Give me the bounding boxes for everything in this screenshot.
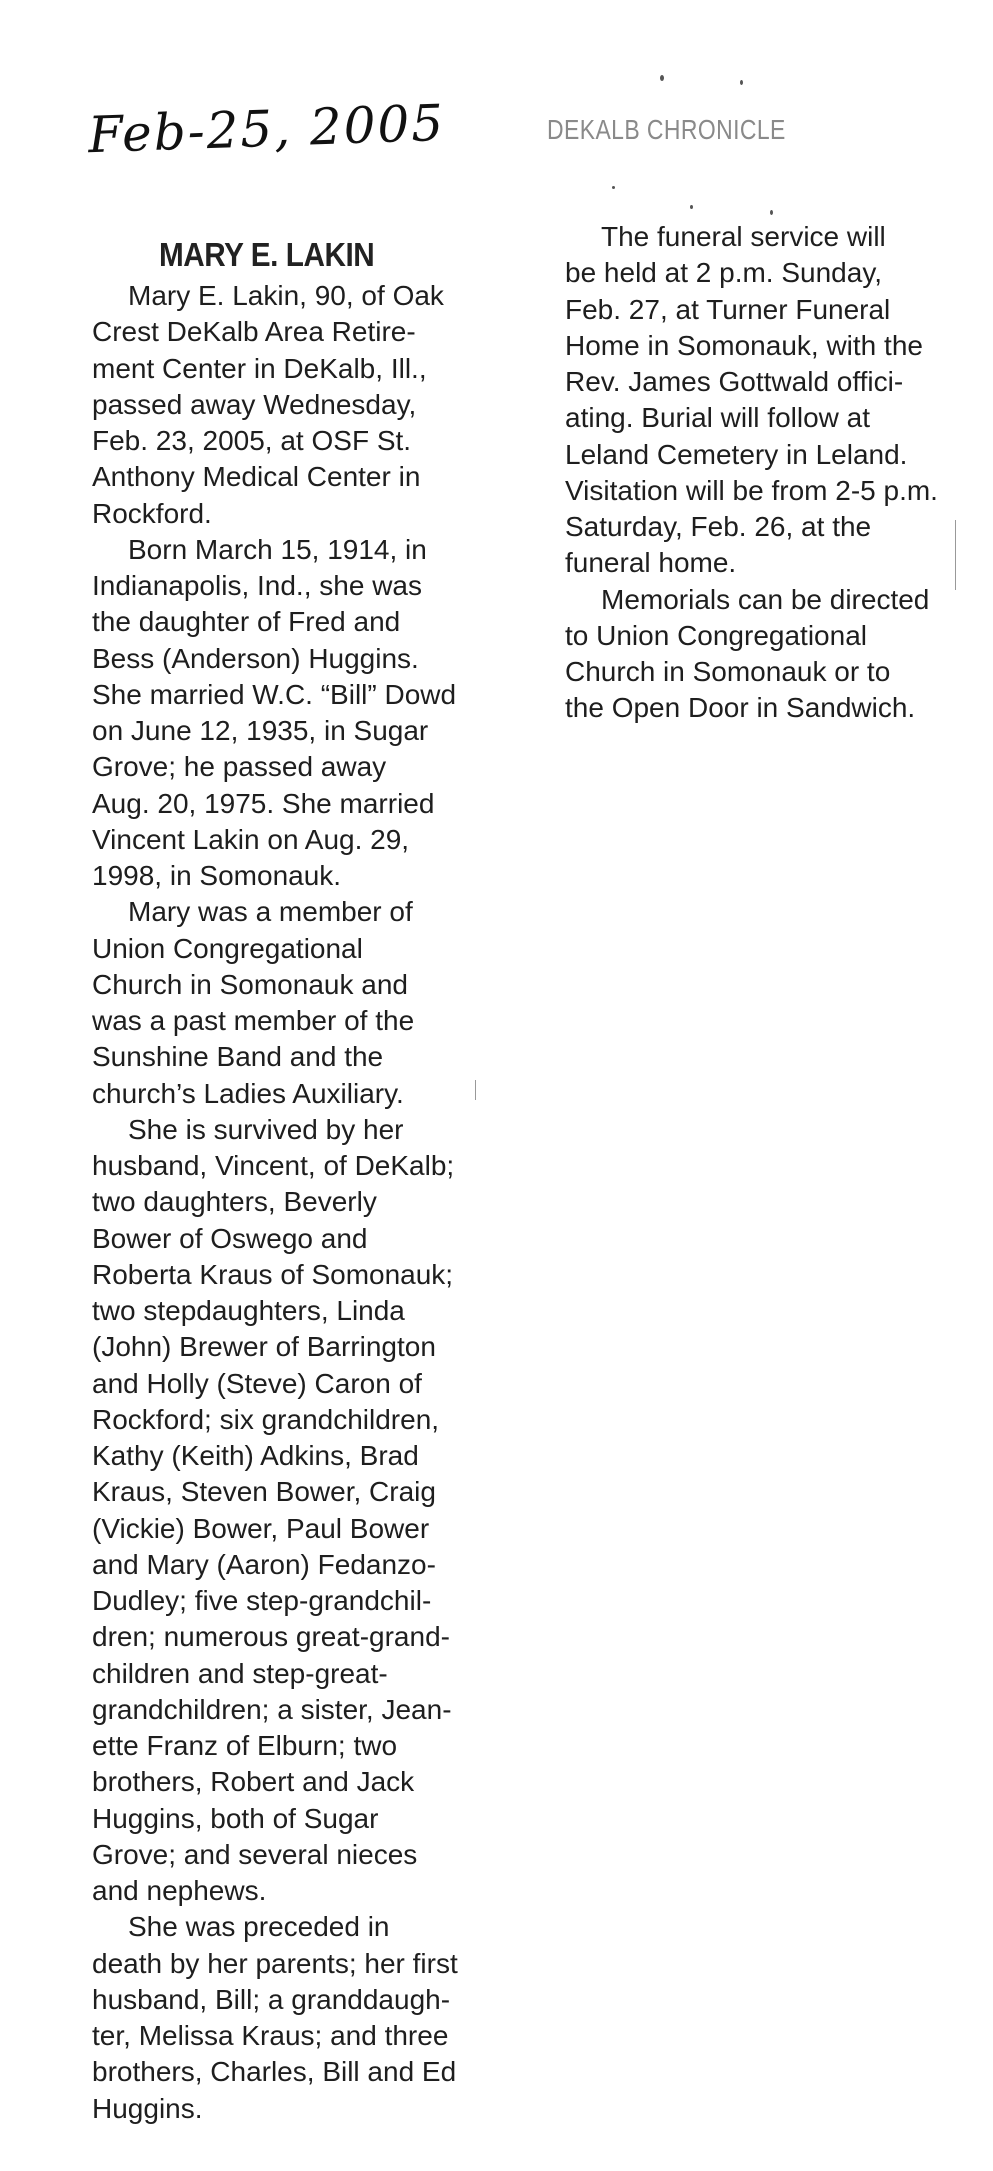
paragraph-5-line: ter, Melissa Kraus; and three <box>92 2020 449 2051</box>
obituary-right-column <box>565 219 945 727</box>
paragraph-3-line: Sunshine Band and the <box>92 1041 384 1073</box>
paragraph-1-line: Anthony Medical Center in <box>92 461 421 493</box>
paragraph-5-line: husband, Bill; a granddaugh- <box>92 1983 451 2015</box>
paragraph-2-line: on June 12, 1935, in Sugar <box>92 715 429 746</box>
paragraph-1-line: Feb. 27, at Turner Funeral <box>565 293 891 325</box>
paragraph-2-line: the daughter of Fred and <box>92 606 401 638</box>
paragraph-1-line: ment Center in DeKalb, Ill., <box>92 352 427 384</box>
paragraph-4-line: dren; numerous great-grand- <box>92 1621 450 1653</box>
paragraph-4-line: two stepdaughters, Linda <box>92 1295 405 1326</box>
paragraph-2-line: Bess (Anderson) Huggins. <box>92 642 419 674</box>
paragraph-4-line: two daughters, Beverly <box>92 1186 377 1218</box>
paragraph-1-line: Crest DeKalb Area Retire- <box>92 316 416 348</box>
paragraph-2-line: Aug. 20, 1975. She married <box>92 787 435 819</box>
paragraph-4-line: brothers, Robert and Jack <box>92 1766 415 1798</box>
column-edge-mark <box>475 1080 476 1100</box>
paragraph-2-line: Indianapolis, Ind., she was <box>92 570 422 601</box>
paragraph-1-line: passed away Wednesday, <box>92 388 417 420</box>
paragraph-2-line: Vincent Lakin on Aug. 29, <box>92 823 410 855</box>
paragraph-4-line: Dudley; five step-grandchil- <box>92 1585 432 1616</box>
paragraph-5-line: Huggins. <box>92 2092 203 2124</box>
scan-speck <box>770 210 773 215</box>
paragraph-1-line: Saturday, Feb. 26, at the <box>565 511 872 542</box>
paragraph-3-line: Mary was a member of <box>128 896 413 928</box>
paragraph-4-line: Grove; and several nieces <box>92 1838 418 1870</box>
paragraph-2-line: She married W.C. “Bill” Dowd <box>92 678 457 710</box>
paragraph-4-line: grandchildren; a sister, Jean- <box>92 1693 452 1725</box>
paragraph-3-line: Church in Somonauk and <box>92 968 408 1000</box>
paragraph-5-line: brothers, Charles, Bill and Ed <box>92 2056 457 2088</box>
paragraph-4-line: Rockford; six grandchildren, <box>92 1403 440 1435</box>
paragraph-4-line: and Holly (Steve) Caron of <box>92 1367 422 1399</box>
paragraph-4-line: Bower of Oswego and <box>92 1222 368 1254</box>
paragraph-1-line: The funeral service will <box>601 221 886 252</box>
paragraph-1-line: Mary E. Lakin, 90, of Oak <box>128 280 444 311</box>
newspaper-stamp: DEKALB CHRONICLE <box>547 114 786 145</box>
paragraph-1-line: funeral home. <box>565 547 737 579</box>
paragraph-1-line: Feb. 23, 2005, at OSF St. <box>92 425 412 456</box>
paragraph-2-line: Born March 15, 1914, in <box>128 533 427 565</box>
scan-speck <box>690 205 693 209</box>
paragraph-2-line: the Open Door in Sandwich. <box>565 692 916 724</box>
paragraph-3-line: was a past member of the <box>92 1005 415 1036</box>
paragraph-1-line: Home in Somonauk, with the <box>565 329 923 361</box>
paragraph-1-line: ating. Burial will follow at <box>565 402 871 434</box>
paragraph-2-line: Grove; he passed away <box>92 751 387 783</box>
paragraph-4-line: ette Franz of Elburn; two <box>92 1730 398 1761</box>
paragraph-4-line: Huggins, both of Sugar <box>92 1802 379 1834</box>
scan-speck <box>740 80 743 85</box>
paragraph-1-line: Rockford. <box>92 497 212 529</box>
handwritten-date: Feb-25, 2005 <box>87 93 447 165</box>
paragraph-1-line: Leland Cemetery in Leland. <box>565 438 908 470</box>
paragraph-4-line: and Mary (Aaron) Fedanzo- <box>92 1548 436 1580</box>
paragraph-2-line: to Union Congregational <box>565 619 867 651</box>
paragraph-2-line: 1998, in Somonauk. <box>92 860 342 891</box>
paragraph-4-line: (John) Brewer of Barrington <box>92 1331 436 1363</box>
paragraph-4-line: (Vickie) Bower, Paul Bower <box>92 1512 430 1544</box>
obituary-title: MARY E. LAKIN <box>159 236 375 273</box>
paragraph-4-line: husband, Vincent, of DeKalb; <box>92 1150 455 1181</box>
paragraph-2-line: Memorials can be directed <box>601 583 930 615</box>
paragraph-1-line: Visitation will be from 2-5 p.m. <box>565 474 938 506</box>
scan-speck <box>612 186 615 189</box>
obituary-left-column <box>92 278 472 2127</box>
paragraph-3-line: church’s Ladies Auxiliary. <box>92 1077 404 1109</box>
paragraph-1-line: Rev. James Gottwald offici- <box>565 366 904 397</box>
scan-speck <box>660 75 664 81</box>
column-edge-mark <box>955 520 956 590</box>
paragraph-3-line: Union Congregational <box>92 932 363 964</box>
paragraph-4-line: Kraus, Steven Bower, Craig <box>92 1476 436 1508</box>
paragraph-4-line: She is survived by her <box>128 1113 404 1145</box>
paragraph-4-line: and nephews. <box>92 1875 267 1906</box>
paragraph-4-line: children and step-great- <box>92 1657 388 1689</box>
paragraph-5-line: She was preceded in <box>128 1911 390 1943</box>
paragraph-2-line: Church in Somonauk or to <box>565 656 891 687</box>
paragraph-1-line: be held at 2 p.m. Sunday, <box>565 257 883 289</box>
paragraph-5-line: death by her parents; her first <box>92 1947 458 1979</box>
paragraph-4-line: Roberta Kraus of Somonauk; <box>92 1258 454 1290</box>
paragraph-4-line: Kathy (Keith) Adkins, Brad <box>92 1440 419 1471</box>
